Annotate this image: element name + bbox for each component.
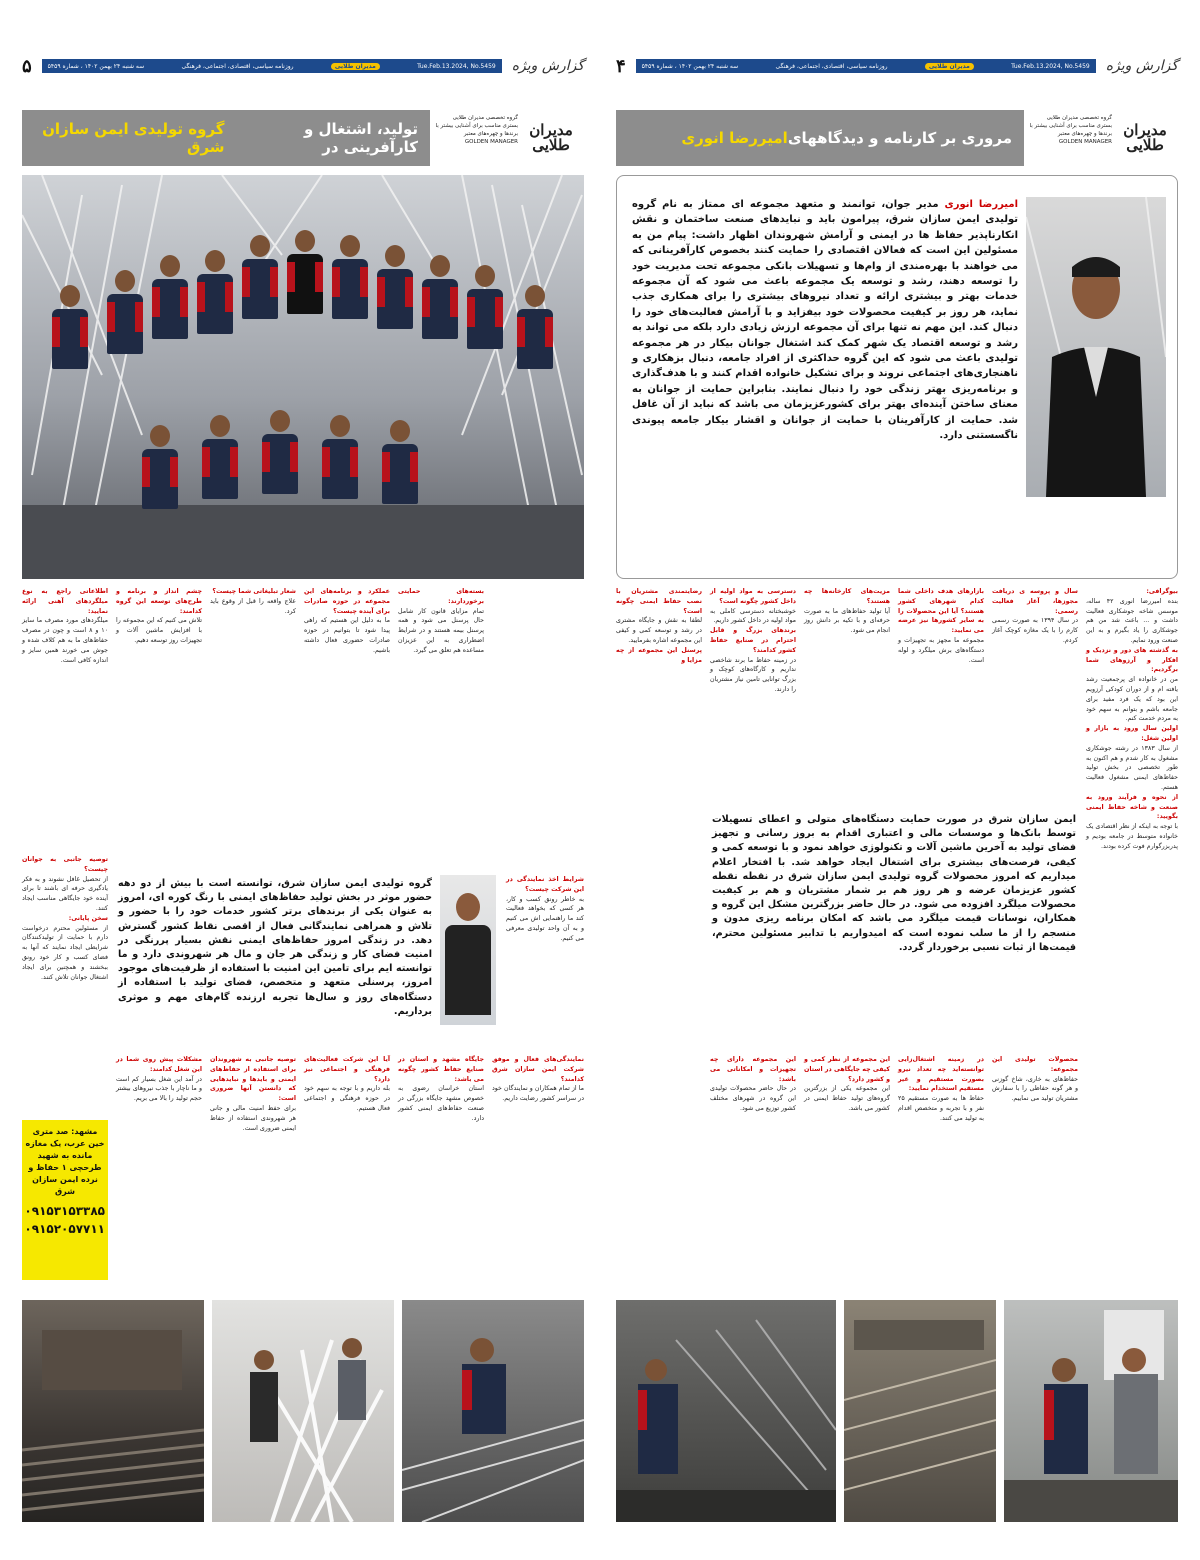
info-line: گروه تخصصی مدیران طلایی: [1046, 115, 1112, 121]
column-text: از سال ۱۳۸۳ در رشته جوشکاری مشغول به کار شدم و هم اکنون به طور تخصصی در بخش تولید حفاظ‌های ایمنی مشغول فعالیت هستم.: [1086, 744, 1178, 791]
worker-figure: [377, 245, 413, 363]
column-text: علاج واقعه را قبل از وقوع باید کرد.: [210, 597, 296, 615]
column-subheading: شعار تبلیغاتی شما چیست؟: [212, 588, 296, 595]
text-column: [22, 855, 108, 1095]
intro-name: امیررضا انوری: [944, 199, 1019, 210]
title-highlight: گروه تولیدی ایمن سازان شرق: [42, 120, 225, 156]
text-column: [898, 587, 984, 787]
column-subheading: آیا این شرکت فعالیت‌های فرهنگی و اجتماعی نیز دارد؟: [304, 1056, 390, 1083]
column-text: بنده امیررضا انوری ۴۲ ساله، موسس شاخه جوشکاری فعالیت داشت و ... باعث شد من هم جوشکاری را یاد بگیرم و به این صنعت ورود نمایم.: [1086, 597, 1178, 644]
info-line: GOLDEN MANAGER: [464, 139, 518, 145]
column-text: حفاظ‌های به خاری، شاخ گوزنی و هر گونه حفاظی را با سفارش مشتریان تولید می نماییم.: [992, 1075, 1078, 1103]
brand-line-2: طلایی: [1126, 136, 1164, 154]
text-column: [992, 1055, 1078, 1275]
worker-figure: [382, 420, 418, 538]
column-text: میلگردهای مورد مصرف ما سایز ۱۰ و ۸ است و چون در مصرف حفاظ‌های ما به هم کلاف شده و جوش می خورند همین سایز و اندازه کافی است.: [22, 617, 108, 664]
page-number: ۴: [616, 55, 626, 77]
article-header: [22, 110, 584, 166]
column-text: با توجه به اینکه از نظر اقتصادی یک خانواده متوسط در جامعه بودیم و پدربزرگوارم فوت کرده بودند.: [1086, 823, 1178, 850]
worker-figure: [197, 250, 233, 368]
column-subheading: به گذشته های دور و نزدیک و افکار و آرزوهای شما برگردیم:: [1086, 646, 1178, 674]
column-subheading: جایگاه مشهد و استان در صنایع حفاظ کشور چگونه می باشد:: [398, 1056, 484, 1083]
column-subheading: رضایتمندی مشتریان با نصب حفاظ ایمنی چگونه است؟: [616, 588, 702, 615]
column-text: در زمینه حفاظ ما برند شاخصی نداریم و کارگاه‌های کوچک و بزرگ توانایی تامین نیاز مشتریان را دارند.: [710, 656, 796, 693]
brand-logo: [518, 110, 584, 166]
text-column: [116, 587, 202, 792]
column-subheading: این مجموعه از نظر کمی و کیفی چه جایگاهی در استان و کشور دارد؟: [804, 1056, 890, 1083]
column-text: مجموعه ما مجهز به تجهیزات و دستگاه‌های برش میلگرد و لوله است.: [898, 636, 984, 664]
column-subheading: توصیه جانبی به جوانان چیست؟: [22, 856, 108, 873]
left-callout: گروه تولیدی ایمن سازان شرق، توانسته است با بیش از دو دهه حضور موثر در بخش تولید حفاظ‌های ایمنی با رنگ کوره ای، امروز به عنوان یکی از برندهای برتر کشور خدمات خود را با حضور و تلاش و همراهی نمایندگانی فعال از اقصی نقاط کشور گسترش دهد. در زندگی امروز حفاظ‌های ایمنی نقش بسیار پررنگی در امنیت فضای کار و زندگی هر جان و مال هر شهروندی دارد و ما توانسته ایم برای تامین این امنیت با استفاده از ظرفیت‌های موجود امروز، پرسنلی متعهد و متخصص، فضای تولید با استفاده از دستگاه‌های روز و سال‌ها تجربه ارزنده گام‌های مهم و موثری برداریم.: [118, 878, 432, 1017]
column-subheading: مزیت‌های کارخانه‌ها چه هستند؟: [804, 588, 890, 605]
column-subheading: سخن پایانی:: [68, 914, 108, 922]
wire-art-graphic: [212, 1300, 394, 1522]
worker-figure: [142, 425, 178, 543]
workshop-graphic: [616, 1300, 836, 1522]
column-subheading: برندهای بزرگ و قابل احترام در صنایع حفاظ کشور کدامند؟: [710, 627, 796, 654]
intro-body: مدیر جوان، توانمند و متعهد مجموعه ای ممتاز به نام گروه تولیدی ایمن سازان شرق، پیرامون باید و نبایدهای صنعت ساختمان و نقش انکارناپذیر حفاظ ها در ایمنی و آرامش شهروندان اظهار داشت: پیام من به مسئولین این است که فعالان اقتصادی را حمایت کنند بخصوص کارآفرینانی که می خواهند با بهره‌مندی از وام‌ها و تسهیلات بانکی مجموعه تحت مدیریت خود را توسعه دهند، رشد و توسعه یک مجموعه باعث می شود که آن مجموعه خدمات بهتر و بیشتری ارائه و تعداد نیروهای بیشتری را برای همکاری جذب نماید، هر روز بر کیفیت محصولات خود بیفزاید و با آرامش فعالیت‌های خود را دنبال کند. این مهم نه تنها برای آن مجموعه ارزش زیادی دارد بلکه می تواند به رشد و توسعه اقتصاد یک شهر کمک کند اشتغال جوانان بیکار در هر مجموعه تولیدی باعث می شود که این گروه حداکثری از افراد جامعه، دنبال بزهکاری و ناهنجاری‌های اجتماعی نروند و برای تشکیل خانواده اقدام کنند و با هدف‌گذاری و برنامه‌ریزی بهتر زندگی خود را دنبال نمایند. بنابراین حمایت از جوانان به معنای ساختن آینده‌ای بهتر برای کشورعزیزمان می باشد که نباید از آن غافل شد. حمایت از کارآفرینان با حمایت از جوانان و اقشار بیکار جامعه پیوندی ناگسستنی دارد.: [632, 199, 1018, 442]
right-page: [616, 55, 1178, 1505]
column-subheading: بازارهای هدف داخلی شما کدام شهرهای کشور هستند؟ آیا این محصولات را به سایر کشورها نیز عرضه می نمایید:: [898, 588, 984, 635]
info-line: بستری مناسب برای آشنایی بیشتر با: [435, 123, 518, 129]
column-subheading: بیوگرافی:: [1146, 588, 1178, 595]
brand-line-1: مدیران: [1123, 121, 1167, 139]
text-column: [116, 1055, 202, 1280]
band-issue: Tue.Feb.13.2024, No.5459: [1011, 62, 1090, 70]
column-text: این مجموعه یکی از بزرگترین گروه‌های تولید حفاظ ایمنی در کشور می باشد.: [804, 1085, 890, 1112]
column-subheading: چشم انداز و برنامه و طرح‌های توسعه این گروه کدامند:: [116, 588, 202, 615]
contact-address: مشهد: صد متری خین عرب، یک مغازه مانده به شهید طرحچی ۱ حفاظ و نرده ایمن سازان شرق: [25, 1127, 105, 1196]
text-column: [804, 1055, 890, 1275]
text-column: [398, 587, 484, 792]
text-column: [210, 587, 296, 792]
text-column: [616, 587, 702, 857]
text-column: [898, 1055, 984, 1275]
band-tagline: روزنامه سیاسی، اقتصادی، اجتماعی، فرهنگی: [775, 62, 888, 70]
column-text: استان خراسان رضوی به خصوص مشهد جایگاه بزرگی در صنعت حفاظ‌های ایمنی کشور دارد.: [398, 1085, 484, 1122]
worker-figure: [287, 230, 323, 348]
info-line: برندها و چهره‌های معتبر: [463, 131, 518, 137]
column-text: تلاش می کنیم که این مجموعه را با افزایش ماشین آلات و تجهیزات روز توسعه دهیم.: [116, 617, 202, 644]
band-logo: مدیران طلایی: [925, 63, 974, 70]
column-text: آیا تولید حفاظ‌های ما به صورت حرفه‌ای و با تکیه بر دانش روز انجام می شود.: [804, 607, 890, 635]
worker-figure: [152, 255, 188, 373]
column-text: در آمد این شغل بسیار کم است و ما ناچار با جذب نیروهای بیشتر حجم تولید را بالا می بریم.: [116, 1075, 202, 1103]
section-label: گزارش ویژه: [511, 58, 584, 74]
worker-figure: [467, 265, 503, 383]
column-subheading: نمایندگی‌های فعال و موفق شرکت ایمن سازان شرق کدامند؟: [492, 1056, 584, 1083]
worker-figure: [262, 410, 298, 528]
band-date: سه شنبه ۲۴ بهمن ۱۴۰۲ ، شماره ۵۴۵۹: [47, 62, 145, 70]
welder-graphic: [402, 1300, 584, 1522]
band-date: سه شنبه ۲۴ بهمن ۱۴۰۲ ، شماره ۵۴۵۹: [641, 62, 739, 70]
brand-info: [1024, 110, 1112, 166]
brand-line-2: طلایی: [532, 136, 570, 154]
brand-info: [430, 110, 518, 166]
manager-portrait-small: [440, 875, 496, 1025]
text-column: [304, 587, 390, 792]
portrait-graphic: [1026, 197, 1166, 497]
worker-figure: [52, 285, 88, 403]
worker-figure: [422, 255, 458, 373]
phone-1[interactable]: ۰۹۱۵۳۱۵۳۳۸۵: [24, 1204, 105, 1218]
page-number: ۵: [22, 55, 32, 77]
column-subheading: شرایط اخذ نمایندگی در این شرکت چیست؟: [506, 876, 584, 893]
brand-logo: [1112, 110, 1178, 166]
text-column: [1086, 587, 1178, 1057]
column-subheading: اولین سال ورود به بازار و اولین شغل:: [1086, 725, 1178, 742]
column-subheading: از نحوه و فرآیند ورود به صنعت و شاخه حفاظ ایمنی بگویید:: [1086, 793, 1178, 821]
info-line: GOLDEN MANAGER: [1058, 139, 1112, 145]
column-subheading: اطلاعاتی راجع به نوع میلگردهای آهنی ارائه نمایید:: [22, 588, 108, 615]
workshop-rack-photo: [844, 1300, 996, 1522]
column-text: حفاظ‌ ها به صورت مستقیم ۲۵ نفر و با تجربه و متخصص اقدام به تولید می کنند.: [898, 1095, 984, 1122]
team-group-photo: [22, 175, 584, 579]
title-text: مروری بر کارنامه و دیدگاههای: [787, 129, 1012, 147]
column-subheading: در زمینه اشتغال‌زایی توانسته‌اید چه تعداد نیرو بصورت مستقیم و غیر مستقیم استخدام نمایید:: [898, 1056, 984, 1093]
column-text: از مسئولین محترم درخواست دارم با حمایت از تولیدکنندگان شرایطی ایجاد نمایند که آنها به فضای کسب و کار خود رونق ببخشند و همچنین برای ایجاد اشتغال جوانان تلاش کنند.: [22, 924, 108, 981]
info-line: بستری مناسب برای آشنایی بیشتر با: [1029, 123, 1112, 129]
worker-figure: [332, 235, 368, 353]
article-title: [22, 110, 430, 166]
title-highlight: امیررضا انوری: [681, 129, 788, 147]
band-logo: مدیران طلایی: [331, 63, 380, 70]
rebar-warehouse-photo: [22, 1300, 204, 1522]
column-text: برای حفظ امنیت مالی و جانی هر شهروندی استفاده از حفاظ ایمنی ضروری است.: [210, 1104, 296, 1132]
column-text: بله داریم و با توجه به سهم خود در حوزه فرهنگی و اجتماعی فعال هستیم.: [304, 1085, 390, 1112]
left-topbar: [22, 55, 584, 77]
contact-box: [22, 1120, 108, 1280]
manager-meeting-photo: [1004, 1300, 1178, 1522]
worker-figure: [202, 415, 238, 533]
column-subheading: محصولات تولیدی این مجموعه:: [992, 1056, 1078, 1073]
title-text: تولید، اشتغال و کارآفرینی در: [303, 120, 418, 156]
text-column: [398, 1055, 484, 1280]
column-text: تمام مزایای قانون کار شامل حال پرسنل می شود و همه پرسنل بیمه هستند و در شرایط اضطراری به این عزیزان مساعده هم تعلق می گیرد.: [398, 607, 484, 654]
column-subheading: مشکلات پیش روی شما در این شغل کدامند:: [116, 1056, 202, 1073]
text-column: [992, 587, 1078, 787]
column-text: در حال حاضر محصولات تولیدی این گروه در شهرهای مختلف کشور توزیع می شود.: [710, 1085, 796, 1112]
text-column: [492, 1055, 584, 1280]
info-line: برندها و چهره‌های معتبر: [1057, 131, 1112, 137]
column-subheading: بسته‌های حمایتی برخوردارند:: [398, 588, 484, 605]
section-label: گزارش ویژه: [1105, 58, 1178, 74]
right-topbar: [616, 55, 1178, 77]
workshop-welding-photo: [616, 1300, 836, 1522]
text-column: [22, 587, 108, 792]
rack-graphic: [844, 1300, 996, 1522]
column-text: من در خانواده ای پرجمعیت رشد یافته ام و از دوران کودکی آرزویم این بود که یک فرد مفید برای جامعه باشم و بتوانم به سهم خود به مردم خدمت کنم.: [1086, 676, 1178, 723]
column-subheading: توصیه جانبی به شهروندان برای استفاده از حفاظ‌های ایمنی و بایدها و نبایدهایی که دانستن آنها ضروری است:: [210, 1056, 296, 1103]
brand-line-1: مدیران: [529, 121, 573, 139]
article-title: [616, 110, 1024, 166]
right-callout: ایمن سازان شرق در صورت حمایت دستگاه‌های متولی و اعطای تسهیلات توسط بانک‌ها و موسسات مالی و اعتباری اقدام به بروز رسانی و تجهیز فضای تولید به آخرین ماشین آلات و تکنولوژی خواهد نمود و با توسعه کمی و کیفی، فرصت‌های بیشتری برای اشتغال ایجاد خواهد شد. با افتخار اعلام میداریم که امروز محصولات گروه تولیدی ایمن سازان شرق در نقطه نقطه کشور عزیزمان عرضه و هر روز هم بر شمار مشتریان و هم بر کیفیت محصولات میلگرد افزوده می شود. در حال حاضر بزرگترین مشکل این گروه و همکاران، نوسانات قیمت میلگرد می باشد که امکان برنامه ریزی مدون و منسجم را از ما سلب نموده است که امیدواریم با تدابیر مسئولین محترم، قیمت‌ها از ثبات نسبی برخوردار گردد.: [712, 814, 1076, 953]
column-text: به خاطر رونق کسب و کار، هر کسی که بخواهد فعالیت کند ما راهنمایی اش می کنیم و به آن واحد تولیدی معرفی می کنیم.: [506, 895, 584, 942]
showroom-photo: [212, 1300, 394, 1522]
column-subheading: سال و پروسه ی دریافت مجوزها، آغاز فعالیت رسمی:: [992, 588, 1078, 615]
header-band: [636, 59, 1096, 73]
worker-figure: [322, 415, 358, 533]
manager-portrait: [1026, 197, 1166, 497]
intro-text: [632, 197, 1018, 567]
text-column: [304, 1055, 390, 1280]
phone-2[interactable]: ۰۹۱۵۲۰۵۷۷۱۱: [24, 1222, 105, 1236]
header-band: [42, 59, 502, 73]
column-subheading: دسترسی به مواد اولیه از داخل کشور چگونه است؟: [710, 588, 796, 605]
info-line: گروه تخصصی مدیران طلایی: [452, 115, 518, 121]
column-subheading: این مجموعه دارای چه تجهیزات و امکاناتی می باشد:: [710, 1056, 796, 1083]
column-text: ما از تمام همکاران و نمایندگان خود در سراسر کشور رضایت داریم.: [492, 1085, 584, 1103]
text-column: [804, 587, 890, 787]
rebar-stack-graphic: [22, 1300, 204, 1522]
band-issue: Tue.Feb.13.2024, No.5459: [417, 62, 496, 70]
worker-figure: [517, 285, 553, 403]
column-text: از تحصیل غافل نشوند و به فکر یادگیری حرفه ای باشند تا برای آینده خود جایگاهی مناسب ایجاد کنند.: [22, 875, 108, 912]
text-column: [210, 1055, 296, 1280]
worker-figure: [242, 235, 278, 353]
column-subheading: پرسنل این مجموعه از چه مزایا و: [616, 646, 702, 664]
welder-photo: [402, 1300, 584, 1522]
worker-figure: [107, 270, 143, 388]
column-text: لطفا به نقش و جایگاه مشتری در رشد و توسعه کمی و کیفی این مجموعه اشاره بفرمایید.: [616, 617, 702, 644]
article-header: [616, 110, 1178, 166]
column-text: ما به دلیل این هستیم که راهی پیدا شود تا بتوانیم در حوزه صادرات حضوری فعال داشته باشیم.: [304, 617, 390, 654]
column-text: در سال ۱۳۹۴ به صورت رسمی کارم را با یک مغازه کوچک آغاز کردم.: [992, 617, 1078, 644]
column-text: خوشبختانه دسترسی کاملی به مواد اولیه در داخل کشور داریم.: [710, 607, 796, 625]
text-column: [506, 875, 584, 1075]
left-page: [22, 55, 584, 1505]
text-column: [710, 1055, 796, 1275]
column-subheading: عملکرد و برنامه‌های این مجموعه در حوزه صادرات برای آینده چیست؟: [304, 588, 390, 615]
band-tagline: روزنامه سیاسی، اقتصادی، اجتماعی، فرهنگی: [181, 62, 294, 70]
meeting-graphic: [1004, 1300, 1178, 1522]
